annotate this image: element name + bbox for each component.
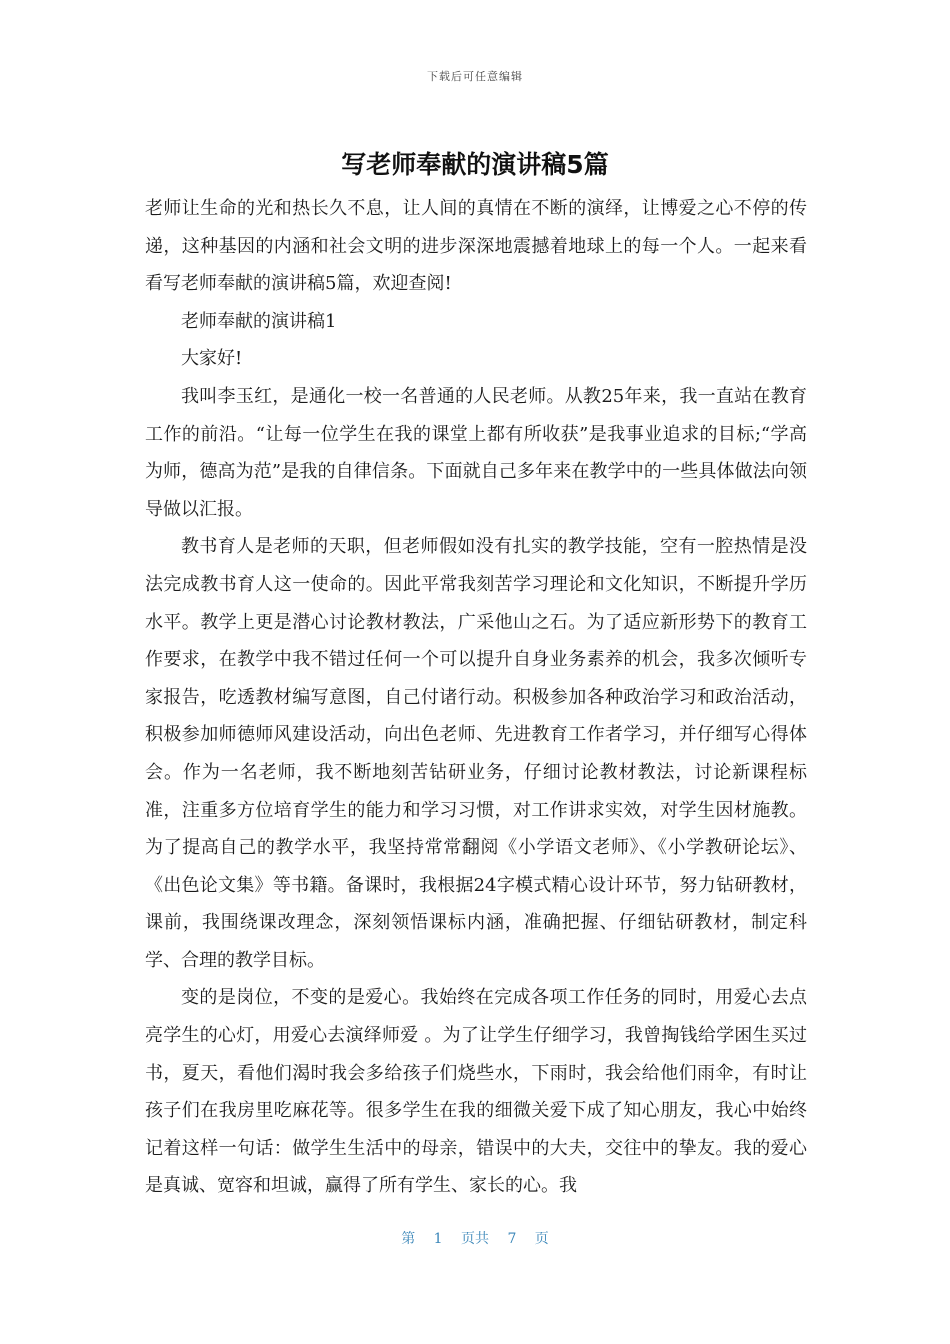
- section-heading: 老师奉献的演讲稿1: [181, 310, 337, 332]
- intro-paragraph: 老师让生命的光和热长久不息，让人间的真情在不断的演绎，让博爱之心不停的传递，这种基因的内涵和社会文明的进步深深地震撼着地球上的每一个人。一起来看看写老师奉献的演讲稿5篇，欢迎查阅!: [145, 198, 807, 295]
- document-title: 写老师奉献的演讲稿5篇: [341, 150, 609, 179]
- body-paragraph: 教书育人是老师的天职，但老师假如没有扎实的教学技能，空有一腔热情是没法完成教书育人这一使命的。因此平常我刻苦学习理论和文化知识，不断提升学历水平。教学上更是潜心讨论教材教法，广采他山之石。为了适应新形势下的教育工作要求，在教学中我不错过任何一个可以提升自身业务素养的机会，我多次倾听专家报告，吃透教材编写意图，自己付诸行动。积极参加各种政治学习和政治活动，积极参加师德师风建设活动，向出色老师、先进教育工作者学习，并仔细写心得体会。作为一名老师，我不断地刻苦钻研业务，仔细讨论教材教法，讨论新课程标准，注重多方位培育学生的能力和学习习惯，对工作讲求实效，对学生因材施教。为了提高自己的教学水平，我坚持常常翻阅《小学语文老师》、《小学教研论坛》、《出色论文集》等书籍。备课时，我根据24字模式精心设计环节，努力钻研教材，课前，我围绕课改理念，深刻领悟课标内涵，准确把握、仔细钻研教材，制定科学、合理的教学目标。: [145, 536, 807, 971]
- page-number: 第 1 页共 7 页: [401, 1231, 549, 1247]
- body-paragraph: 变的是岗位，不变的是爱心。我始终在完成各项工作任务的同时，用爱心去点亮学生的心灯，用爱心去演绎师爱 。为了让学生仔细学习，我曾掏钱给学困生买过书，夏天，看他们渴时我会多给孩子们烧些水，下雨时，我会给他们雨伞，有时让孩子们在我房里吃麻花等。很多学生在我的细微关爱下成了知心朋友，我心中始终记着这样一句话：做学生生活中的母亲，错误中的大夫，交往中的挚友。我的爱心是真诚、宽容和坦诚，赢得了所有学生、家长的心。我: [145, 987, 807, 1197]
- header-note: 下载后可任意编辑: [427, 70, 523, 83]
- greeting-paragraph: 大家好!: [181, 348, 243, 370]
- body-paragraph: 我叫李玉红，是通化一校一名普通的人民老师。从教25年来，我一直站在教育工作的前沿。“让每一位学生在我的课堂上都有所收获”是我事业追求的目标;“学高为师，德高为范”是我的自律信条。下面就自己多年来在教学中的一些具体做法向领导做以汇报。: [145, 385, 807, 520]
- document-body: [145, 190, 807, 1205]
